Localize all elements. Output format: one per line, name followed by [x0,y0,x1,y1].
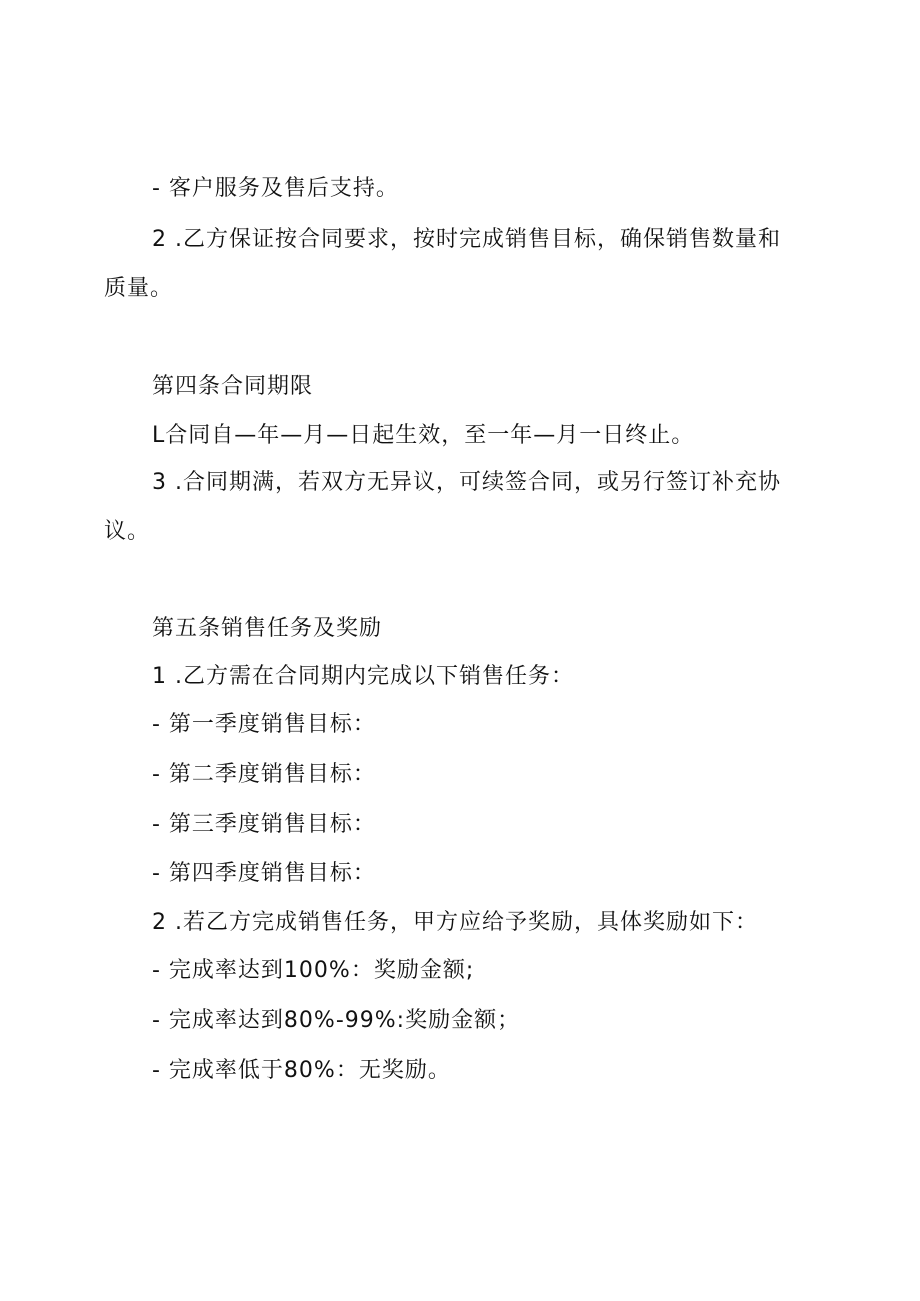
q1-target: - 第一季度销售目标： [152,712,376,737]
section-5-heading: 第五条销售任务及奖励 [152,616,383,641]
reward-80-99: - 完成率达到80%-99%:奖励金额； [152,1008,521,1033]
renewal-line-1: 3 .合同期满，若双方无异议，可续签合同，或另行签订补充协 [152,470,781,495]
clause-2-line-2: 质量。 [104,276,174,301]
renewal-line-2: 议。 [104,519,151,544]
reward-intro: 2 .若乙方完成销售任务，甲方应给予奖励，具体奖励如下： [152,910,758,935]
section-4-heading: 第四条合同期限 [152,374,314,399]
service-bullet: - 客户服务及售后支持。 [152,176,399,201]
reward-100: - 完成率达到100%：奖励金额; [152,958,475,983]
q2-target: - 第二季度销售目标： [152,762,376,787]
q3-target: - 第三季度销售目标： [152,812,376,837]
clause-2-line-1: 2 .乙方保证按合同要求，按时完成销售目标，确保销售数量和 [152,227,781,252]
term-line: L合同自—年—月—日起生效，至一年—月一日终止。 [152,423,695,448]
q4-target: - 第四季度销售目标： [152,861,376,886]
reward-below-80: - 完成率低于80%：无奖励。 [152,1058,451,1083]
sales-task-intro: 1 .乙方需在合同期内完成以下销售任务： [152,664,574,689]
